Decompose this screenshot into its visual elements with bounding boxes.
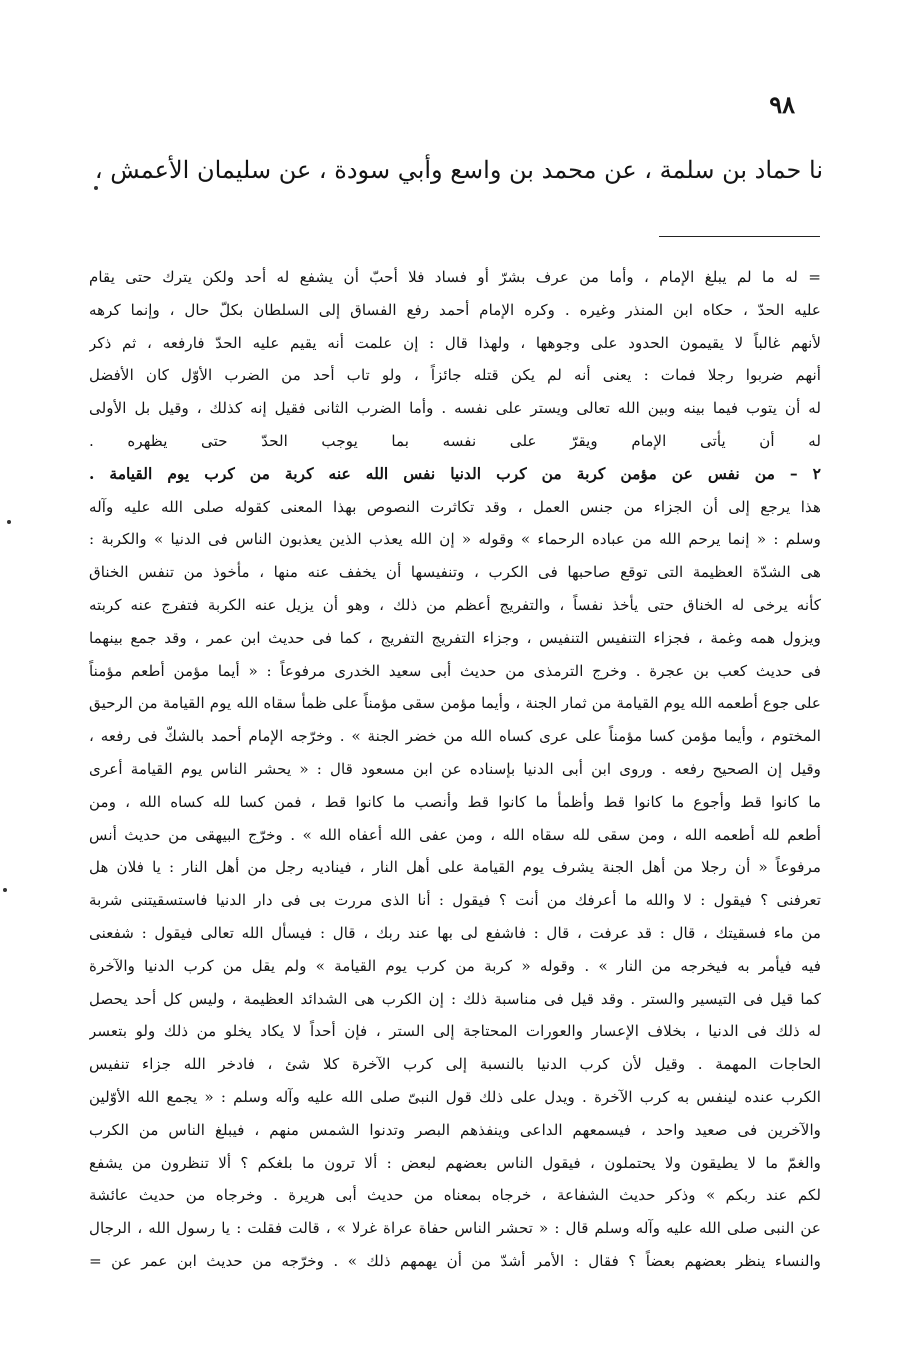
text-line: تعرفنى ؟ فيقول : لا والله ما أعرفك من أنت ؟ فيقول : أنا الذى مررت بى فى دار الدنيا فاستسقيتنى شربة	[89, 891, 821, 910]
text-line: والغمّ ما لا يطيقون ولا يحتملون ، فيقول الناس بعضهم لبعض : ألا ترون ما بلغكم ؟ ألا تنظرون من يشفع	[89, 1153, 821, 1172]
scan-speck	[3, 888, 7, 892]
commentary-paragraph-1	[89, 261, 821, 458]
text-line: أنهم ضربوا رجلا فمات : يعنى أنه لم يكن قتله جائزاً ، ولو تاب أحد من الضرب الأوّل كان الأفضل	[89, 366, 821, 385]
text-line: عليه الحدّ ، حكاه ابن المنذر وغيره . وكره الإمام أحمد رفع الفساق إلى السلطان بكلّ حال ، وإنما كرهه	[89, 300, 821, 319]
text-line: له أن يأتى الإمام ويقرّ على نفسه بما يوجب الحدّ حتى يظهره .	[89, 431, 821, 450]
text-line: عن النبى صلى الله عليه وآله وسلم قال : « تحشر الناس حفاة عراة غرلا » ، قالت فقلت : يا رسول الله ، الرجال	[89, 1219, 821, 1238]
text-line: فيه فيأمر به فيخرجه من النار » . وقوله « كربة من كرب يوم القيامة » ولم يقل من كرب الدنيا والآخرة	[89, 956, 821, 975]
text-line: كأنه يرخى له الخناق حتى يأخذ نفساً ، والتفريج أعظم من ذلك ، وهو أن يزيل عنه الكربة فتفرج عنه كربته	[89, 595, 821, 614]
scan-speck	[94, 186, 98, 190]
text-line: والنساء ينظر بعضهم بعضاً ؟ فقال : الأمر أشدّ من أن يهمهم ذلك » . وخرّجه من حديث ابن عمر عن =	[89, 1251, 821, 1270]
text-line: لكم عند ربكم » وذكر حديث الشفاعة ، خرجاه بمعناه من حديث أبى هريرة . وخرجاه من حديث عائشة	[89, 1186, 821, 1205]
text-line: هى الشدّة العظيمة التى توقع صاحبها فى الكرب ، وتنفيسها أن يخفف عنه منها ، مأخوذ من تنفس الخناق	[89, 563, 821, 582]
text-line: وسلم : « إنما يرحم الله من عباده الرحماء » وقوله « إن الله يعذب الذين يعذبون الناس فى الدنيا » والكربة :	[89, 530, 821, 549]
text-line: المختوم ، وأيما مؤمن كسا مؤمناً على عرى كساه الله من خضر الجنة » . وخرّجه الإمام أحمد بالشكّ فى رفعه ،	[89, 727, 821, 746]
text-line: مرفوعاً « أن رجلا من أهل الجنة يشرف يوم القيامة على أهل النار ، فيناديه رجل من أهل النار : يا فلان هل	[89, 858, 821, 877]
text-line: كما قيل فى التيسير والستر . وقد قيل فى مناسبة ذلك : إن الكرب هى الشدائد العظيمة ، وليس كل أحد يحصل	[89, 989, 821, 1008]
text-line: الحاجات المهمة . وقيل لأن كرب الدنيا بالنسبة إلى كرب الآخرة كلا شئ ، فادخر الله جزاء تنفيس	[89, 1055, 821, 1074]
page-number: ٩٨	[769, 90, 795, 119]
scan-speck	[7, 520, 11, 524]
text-line: والآخرين فى صعيد واحد ، فيسمعهم الداعى وينفذهم البصر وتدنوا الشمس منهم ، فيبلغ الناس من الكرب	[89, 1120, 821, 1139]
commentary-paragraph-2	[89, 491, 821, 1278]
text-line: الكرب عنده لينفس به كرب الآخرة . ويدل على ذلك قول النبىّ صلى الله عليه وآله وسلم : « يجمع الله الأوّلين	[89, 1087, 821, 1106]
text-line: فى حديث كعب بن عجرة . وخرج الترمذى من حديث أبى سعيد الخدرى مرفوعاً : « أيما مؤمن أطعم مؤمناً	[89, 661, 821, 680]
text-line: على جوع أطعمه الله يوم القيامة من ثمار الجنة ، وأيما مؤمن سقى مؤمناً على ظمأ سقاه الله يوم القيامة من الرحيق	[89, 694, 821, 713]
text-line: ما كانوا قط وأجوع ما كانوا قط وأظمأ ما كانوا قط وأنصب ما كانوا قط ، فمن كسا لله كساه الله ، ومن	[89, 792, 821, 811]
section-heading: ٢ – من نفس عن مؤمن كربة من كرب الدنيا نفس الله عنه كربة من كرب يوم القيامة .	[89, 463, 821, 483]
text-line: هذا يرجع إلى أن الجزاء من جنس العمل ، وقد تكاثرت النصوص بهذا المعنى كقوله صلى الله عليه وآله	[89, 497, 821, 516]
footnote-separator	[659, 236, 820, 237]
text-line: له أن يتوب فيما بينه وبين الله تعالى ويستر على نفسه . وأما الضرب الثانى فقيل إنه كذلك ، وقيل بل الأولى	[89, 399, 821, 418]
text-line: أطعم لله أطعمه الله ، ومن سقى لله سقاه الله ، ومن عفى الله أعفاه الله » . وخرّج البيهقى من حديث أنس	[89, 825, 821, 844]
text-line: من ماء فسقيتك ، قال : قد عرفت ، قال : فاشفع لى بها عند ربك ، قال : فيسأل الله تعالى فيقول : شفعنى	[89, 923, 821, 942]
text-line: = له ما لم يبلغ الإمام ، وأما من عرف بشرّ أو فساد فلا أحبّ أن يشفع له أحد ولكن يترك حتى يقام	[89, 268, 821, 286]
commentary-block	[89, 261, 821, 1278]
text-line: ويزول همه وغمة ، فجزاء التنفيس التنفيس ، وجزاء التفريج التفريج ، كما فى حديث ابن عمر ، وقد جمع بينهما	[89, 628, 821, 647]
text-line: له ذلك فى الدنيا ، بخلاف الإعسار والعورات المحتاجة إلى الستر ، فإن أحداً لا يكاد يخلو من ذلك ولو بتعسر	[89, 1022, 821, 1041]
text-line: لأنهم غالباً لا يقيمون الحدود على وجوهها ، ولهذا قال : إن علمت أنه يقيم عليه الحدّ فارفعه ، ثم ذكر	[89, 333, 821, 352]
text-line: وقيل إن الصحيح رفعه . وروى ابن أبى الدنيا بإسناده عن ابن مسعود قال : « يحشر الناس يوم القيامة أعرى	[89, 759, 821, 778]
main-text-line: نا حماد بن سلمة ، عن محمد بن واسع وأبي سودة ، عن سليمان الأعمش ،	[94, 156, 823, 184]
